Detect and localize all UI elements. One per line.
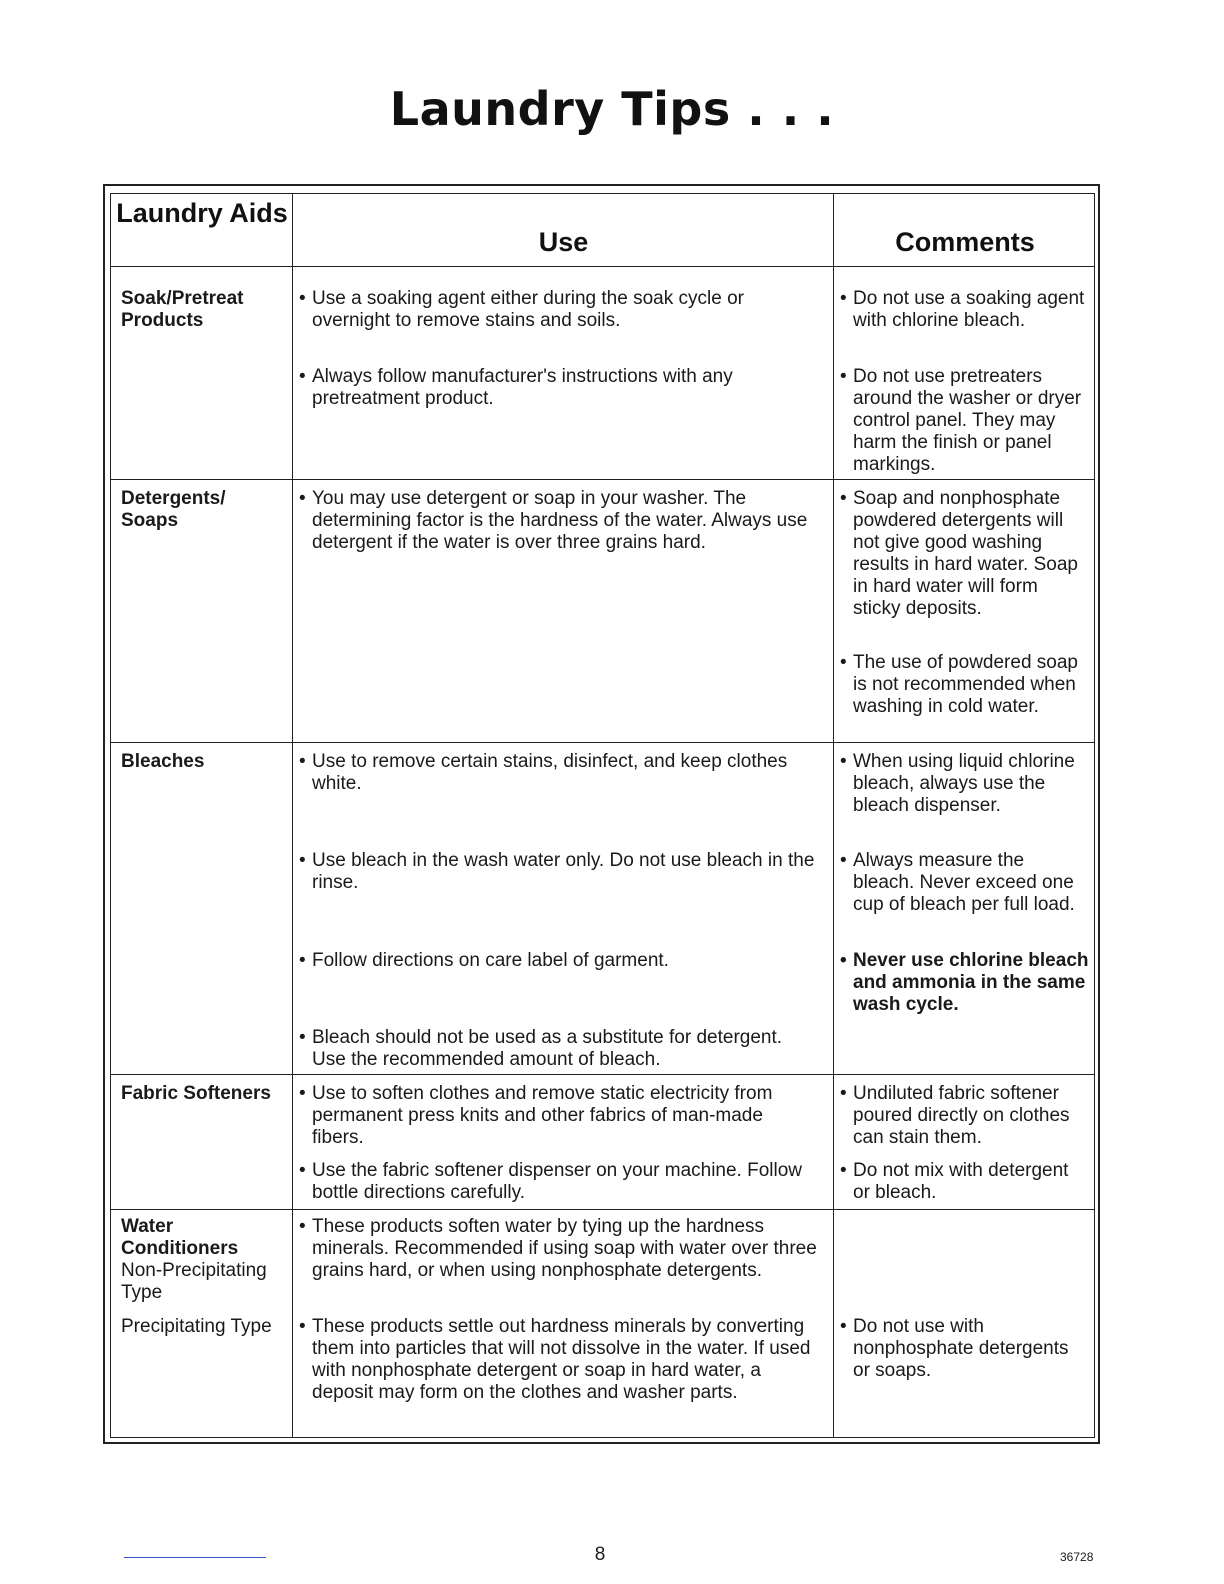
comment-cell: • Always measure the bleach. Never exceed one cup of bleach per full load.: [840, 850, 1090, 916]
aid-detergents-soaps: Detergents/ Soaps: [121, 488, 226, 531]
comment-cell: • Undiluted fabric softener poured directly on clothes can stain them.: [840, 1083, 1090, 1149]
column-divider: [292, 193, 293, 1438]
use-cell: • Bleach should not be used as a substitute for detergent. Use the recommended amount of bleach.: [299, 1027, 819, 1071]
row-divider: [110, 1074, 1095, 1075]
use-cell: • Always follow manufacturer's instructions with any pretreatment product.: [299, 366, 819, 410]
column-divider: [833, 193, 834, 1438]
row-divider: [110, 479, 1095, 480]
page-number: 8: [594, 1544, 606, 1565]
document-code: 36728: [1060, 1550, 1094, 1564]
aid-water-conditioners: Water Conditioners Non-Precipitating Type: [121, 1216, 286, 1304]
header-laundry-aids: Laundry Aids: [116, 198, 288, 228]
use-cell: • Use to soften clothes and remove static electricity from permanent press knits and other fabrics of man-made fibers.: [299, 1083, 819, 1149]
row-divider: [110, 1209, 1095, 1210]
use-cell: • Use the fabric softener dispenser on your machine. Follow bottle directions carefully.: [299, 1160, 819, 1204]
comment-cell: • Do not use pretreaters around the washer or dryer control panel. They may harm the finish or panel markings.: [840, 366, 1090, 476]
aid-subtype-precipitating: Precipitating Type: [121, 1316, 272, 1337]
use-cell: • These products soften water by tying up the hardness minerals. Recommended if using soap with water over three grains hard, or when using nonphosphate detergents.: [299, 1216, 819, 1282]
use-cell: • You may use detergent or soap in your washer. The determining factor is the hardness of the water. Always use detergent if the water is over three grains hard.: [299, 488, 819, 554]
header-comments: Comments: [895, 227, 1035, 257]
comment-cell-warning: • Never use chlorine bleach and ammonia in the same wash cycle.: [840, 950, 1090, 1016]
footer-rule: [124, 1557, 266, 1558]
use-cell: • Use bleach in the wash water only. Do not use bleach in the rinse.: [299, 850, 819, 894]
use-cell: • Follow directions on care label of garment.: [299, 950, 819, 972]
aid-bleaches: Bleaches: [121, 751, 205, 772]
comment-cell: • Soap and nonphosphate powdered detergents will not give good washing results in hard water. Soap in hard water will form sticky deposits.: [840, 488, 1090, 620]
page-title: Laundry Tips . . .: [389, 82, 835, 136]
comment-cell: • Do not mix with detergent or bleach.: [840, 1160, 1090, 1204]
aid-fabric-softeners: Fabric Softeners: [121, 1083, 271, 1104]
use-cell: • These products settle out hardness minerals by converting them into particles that will not dissolve in the water. If used with nonphosphate detergent or soap in hard water, a deposit may form on the clothes and washer parts.: [299, 1316, 819, 1404]
comment-cell: • Do not use a soaking agent with chlorine bleach.: [840, 288, 1090, 332]
row-divider: [110, 742, 1095, 743]
use-cell: • Use to remove certain stains, disinfect, and keep clothes white.: [299, 751, 819, 795]
use-cell: • Use a soaking agent either during the soak cycle or overnight to remove stains and soils.: [299, 288, 819, 332]
comment-cell: • When using liquid chlorine bleach, always use the bleach dispenser.: [840, 751, 1090, 817]
header-divider: [110, 266, 1095, 267]
aid-soak-pretreat: Soak/Pretreat Products: [121, 288, 244, 331]
comment-cell: • The use of powdered soap is not recommended when washing in cold water.: [840, 652, 1090, 718]
header-use: Use: [538, 227, 589, 257]
aid-subtype-non-precipitating: Non-Precipitating Type: [121, 1260, 267, 1303]
comment-cell: • Do not use with nonphosphate detergents or soaps.: [840, 1316, 1090, 1382]
